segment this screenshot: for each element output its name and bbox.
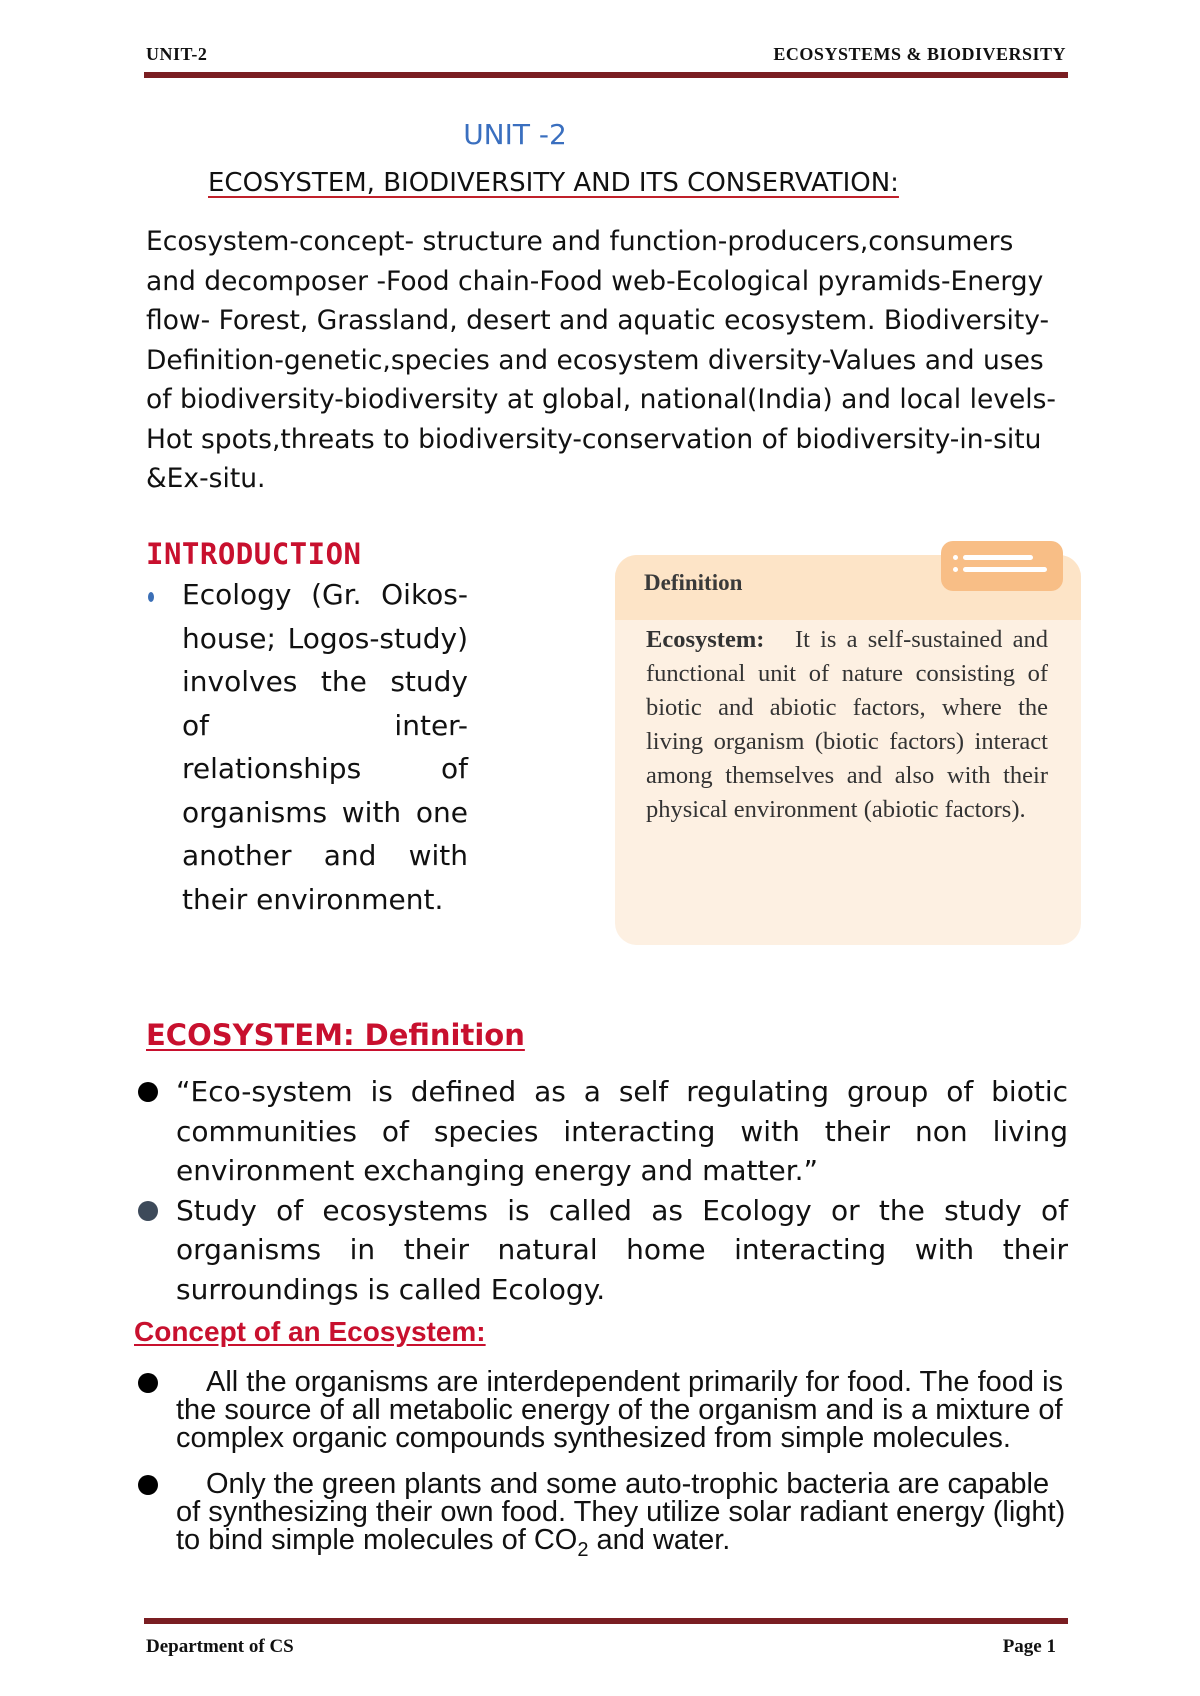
page-number: Page 1 [1002, 1636, 1056, 1657]
header-topic: ECOSYSTEMS & BIODIVERSITY [773, 44, 1066, 64]
subscript-2: 2 [577, 1538, 589, 1561]
page-title: ECOSYSTEM, BIODIVERSITY AND ITS CONSERVATION: [208, 168, 899, 198]
ecosystem-definition-heading: ECOSYSTEM: Definition [146, 1018, 525, 1052]
header-rule [144, 72, 1068, 78]
concept-list [138, 1368, 1068, 1582]
list-item-text: All the organisms are interdependent primarily for food. The food is the source of all metabolic energy of the organism and is a mixture of complex organic compounds synthesized from simple molecules. [176, 1366, 1064, 1454]
footer-rule [144, 1618, 1068, 1624]
list-item-text: Only the green plants and some auto-trophic bacteria are capable of synthesizing their own food. They utilize solar radiant energy (light) to bind simple molecules of CO [176, 1468, 1066, 1556]
list-item [138, 1470, 1068, 1564]
list-item-text: Study of ecosystems is called as Ecology or the study of organisms in their natural home interacting with their surroundings is called Ecology. [176, 1193, 1068, 1306]
list-item [138, 1368, 1068, 1452]
definition-text [646, 623, 1048, 827]
page-header [146, 44, 1066, 66]
definition-body: It is a self-sustained and functional unit of nature consisting of biotic and abiotic factors, where the living organism (biotic factors) interact among themselves and also with their physical environment (abiotic factors). [646, 626, 1048, 823]
introduction-heading: INTRODUCTION [146, 537, 362, 571]
concept-heading: Concept of an Ecosystem: [134, 1316, 486, 1347]
definition-term: Ecosystem: [646, 626, 765, 653]
list-icon [941, 541, 1063, 591]
bullet-icon [138, 1201, 158, 1221]
list-item [138, 1191, 1068, 1310]
bullet-icon [138, 1082, 158, 1102]
list-item-text-end: and water. [588, 1524, 731, 1556]
list-item-text: “Eco-system is defined as a self regulating group of biotic communities of species interacting with their non living environment exchanging energy and matter.” [176, 1075, 1068, 1187]
list-item [138, 1072, 1068, 1191]
bullet-icon [148, 592, 154, 602]
syllabus-paragraph: Ecosystem-concept- structure and function-producers,consumers and decomposer -Food chain-Food web-Ecological pyramids-Energy flow- Forest, Grassland, desert and aquatic ecosystem. Biodiversity-Definition-genetic,species and ecosystem diversity-Values and uses of biodiversity-biodiversity at global, national(India) and local levels- Hot spots,threats to biodiversity-conservation of biodiversity-in-situ &Ex-situ. [146, 226, 1056, 494]
footer-department: Department of CS [146, 1636, 294, 1657]
definition-callout [615, 555, 1081, 945]
bullet-icon [138, 1475, 158, 1495]
introduction-bullet-text: Ecology (Gr. Oikos-house; Logos-study) involves the study of inter-relationships of organisms with one another and with their environment. [182, 578, 468, 916]
unit-label: UNIT -2 [463, 118, 567, 151]
header-unit: UNIT-2 [146, 44, 208, 64]
bullet-icon [138, 1373, 158, 1393]
definition-label: Definition [644, 570, 743, 595]
ecosystem-definition-list [138, 1072, 1068, 1309]
